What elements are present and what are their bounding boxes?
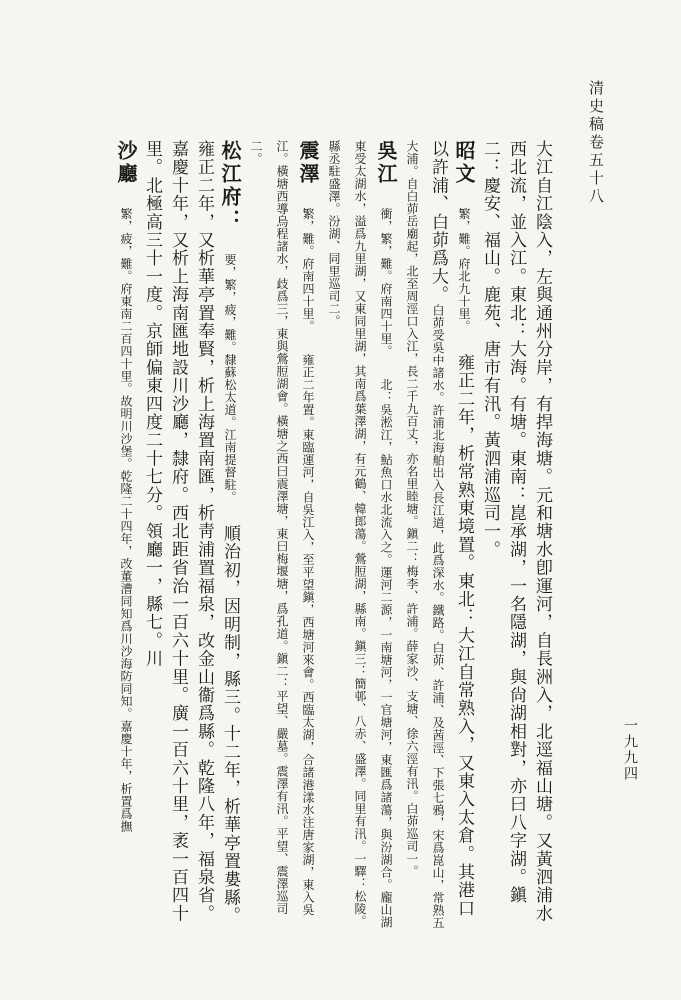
text-line: 北：吳淞江，鮎魚口水北流入之。運河二源，一南塘河，一官塘河，東匯爲諸蕩，與汾湖 [379, 378, 393, 866]
county-heading: 吳江 [374, 140, 398, 186]
text-line: 縣。雍正二年，又析華亭置奉賢，析上海置南匯，析靑浦置福泉，改金山衞爲縣。乾隆八 [194, 140, 240, 925]
county-heading: 沙廳 [114, 140, 138, 186]
text-line: 合。龐山湖東受太湖水，溢爲九里湖，又東同里湖，其南爲葉澤湖，有元鶴、韓郎蕩。鶯脰湖，縣南。鎭三：簡邨、八赤、盛 [353, 140, 393, 929]
paragraph-chuansha [113, 140, 139, 930]
paragraph-wujiang [321, 140, 399, 930]
county-note: 繁，疲，難。府東南二百四十里。故明川沙堡。乾隆二十四年，改董漕同知爲川沙海防同知。嘉慶十年，析置爲撫 [119, 207, 133, 833]
paragraph-songjiang [139, 140, 243, 930]
text-line: 吳江入，至平望鎭，西塘河來會。西臨太湖，合諸港漾水注唐家湖，東入吳江。橫塘西導烏程諸水，歧爲三，東與鶯脰湖 [275, 140, 315, 916]
county-note: 繁，難。府北九十里。 [457, 207, 471, 333]
county-heading: 昭文 [452, 140, 476, 186]
text-line: 雍正二年，析常熟東境置。東北：大江自常熟入，又東入太倉。其港口以許浦、白茆爲大。 [428, 140, 474, 918]
prefecture-heading: 松江府： [218, 140, 242, 232]
prefecture-note: 要，繁，疲，難。隸蘇松太道。江南提督駐。 [223, 253, 237, 504]
chapter-title: 清史稿卷五十八 [587, 80, 605, 206]
paragraph-changshu-cont [477, 140, 555, 930]
page-number: 一九九四 [622, 718, 638, 782]
text-line: 會。橫塘之西曰震澤塘，東曰梅堰塘，爲孔道。鎭二：平望、嚴墓。震澤有汛。平望、震澤巡司二。 [249, 140, 289, 915]
text-line: 大江自江陰入，左與通州分岸，有捍海塘。元和塘水卽運河，自長洲入，北逕福山塘。又黃泗浦水西北流，並入江。東北： [506, 140, 552, 923]
paragraph-zhaowen [399, 140, 477, 930]
text-line: 雍正二年置。東臨運河，自 [301, 353, 315, 504]
main-text [113, 140, 555, 930]
county-note: 衝，繁，難。府南四十里。 [379, 207, 393, 358]
paragraph-zhenze [243, 140, 321, 930]
county-heading: 震澤 [296, 140, 320, 186]
text-line: 白茆岳廟起，北至周涇口入江，長二千九百丈，亦名里睦塘。鎭二：梅李、許浦。薛家沙、支塘、徐六涇有汛。白茆巡司一。 [405, 190, 419, 878]
text-line: 白茆受吳中諸水。許浦北海舶出入長江道，此爲深水。鐵路。白茆、許浦、及茜涇、下張七鴉，宋爲崑山，常熟五大浦。自 [405, 140, 445, 929]
text-line: 百六十里，袤一百四十里。北極高三十一度。京師偏東四度二十七分。領廳一，縣七。川 [142, 140, 188, 923]
text-line: 順治初，因明制，縣三。十二年，析華亭置婁 [220, 524, 240, 889]
text-line: 大海。有塘。東南：崑承湖，一名隱湖，與尙湖相對，亦曰八字湖。鎭二：慶安、福山。鹿苑、唐市有汛。黃泗浦巡司一。 [480, 140, 526, 905]
county-note: 繁，難。府南四十里。 [301, 207, 315, 333]
text-line: 年，福泉省。嘉慶十年，又析上海南匯地設川沙廳，隸府。西北距省治一百六十里。廣一 [168, 140, 214, 923]
text-line: 澤。同里有汛。一驛：松陵。縣丞駐盛澤。汾湖、同里巡司二。 [327, 140, 367, 928]
